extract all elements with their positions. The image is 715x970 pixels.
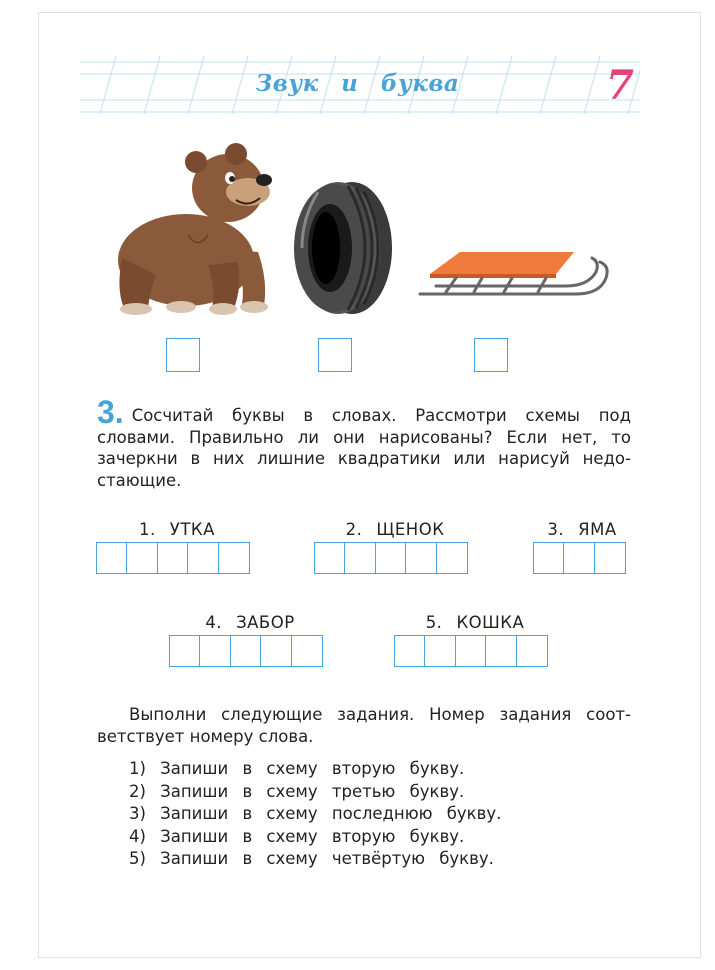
tire-illustration — [290, 178, 396, 318]
instruction-list — [129, 758, 501, 871]
task-text: Сосчитай буквы в словах. Рассмотри схемы под словами. Правильно ли они нарисованы? Если нет, то зачеркни в них лишние квадратики или нарисуй недо-стающие. — [97, 406, 631, 490]
word-scheme-4 — [169, 613, 331, 673]
word-scheme-3 — [533, 520, 631, 580]
letter-cell[interactable] — [218, 542, 250, 574]
instructions — [97, 704, 631, 748]
list-item: 1) Запиши в схему вторую букву. — [129, 759, 465, 778]
letter-cell[interactable] — [199, 635, 231, 667]
word-number: 3. — [547, 520, 565, 539]
answer-box-sled[interactable] — [474, 338, 508, 372]
bear-illustration — [108, 140, 276, 318]
letter-cell[interactable] — [187, 542, 219, 574]
letter-cell[interactable] — [394, 635, 426, 667]
letter-cell[interactable] — [157, 542, 189, 574]
letter-cell[interactable] — [563, 542, 595, 574]
letter-cell[interactable] — [96, 542, 128, 574]
word-number: 5. — [425, 613, 443, 632]
letter-cell[interactable] — [455, 635, 487, 667]
word-scheme-2 — [314, 520, 476, 580]
word-text: КОШКА — [456, 613, 525, 632]
letter-cell[interactable] — [516, 635, 548, 667]
letter-cell[interactable] — [485, 635, 517, 667]
task-number: 3. — [97, 394, 124, 430]
instructions-text: Выполни следующие задания. Номер задания соот-ветствует номеру слова. — [97, 705, 631, 746]
letter-cell[interactable] — [126, 542, 158, 574]
letter-cell[interactable] — [230, 635, 262, 667]
letter-cell[interactable] — [405, 542, 437, 574]
word-text: ЩЕНОК — [376, 520, 445, 539]
letter-cell[interactable] — [314, 542, 346, 574]
word-number: 1. — [139, 520, 156, 539]
page-number: 7 — [606, 62, 634, 109]
sled-illustration — [416, 238, 618, 300]
list-item: 4) Запиши в схему вторую букву. — [129, 826, 465, 846]
letter-cell[interactable] — [344, 542, 376, 574]
letter-cell[interactable] — [169, 635, 201, 667]
letter-cell[interactable] — [260, 635, 292, 667]
list-item: 2) Запиши в схему третью букву. — [129, 781, 465, 801]
letter-cell[interactable] — [375, 542, 407, 574]
list-item: 3) Запиши в схему последнюю букву. — [129, 804, 502, 823]
task-3 — [97, 394, 631, 491]
word-scheme-5 — [394, 613, 556, 673]
answer-box-bear[interactable] — [166, 338, 200, 372]
letter-cell[interactable] — [424, 635, 456, 667]
word-text: ЯМА — [578, 520, 617, 539]
letter-cell[interactable] — [533, 542, 565, 574]
answer-box-tire[interactable] — [318, 338, 352, 372]
word-text: УТКА — [169, 520, 215, 539]
word-number: 4. — [205, 613, 223, 632]
word-text: ЗАБОР — [236, 613, 295, 632]
letter-cell[interactable] — [291, 635, 323, 667]
letter-cell[interactable] — [436, 542, 468, 574]
page-title: Звук и буква — [255, 70, 460, 97]
list-item: 5) Запиши в схему четвёртую букву. — [129, 849, 494, 868]
word-number: 2. — [345, 520, 363, 539]
word-scheme-1 — [96, 520, 258, 580]
letter-cell[interactable] — [594, 542, 626, 574]
